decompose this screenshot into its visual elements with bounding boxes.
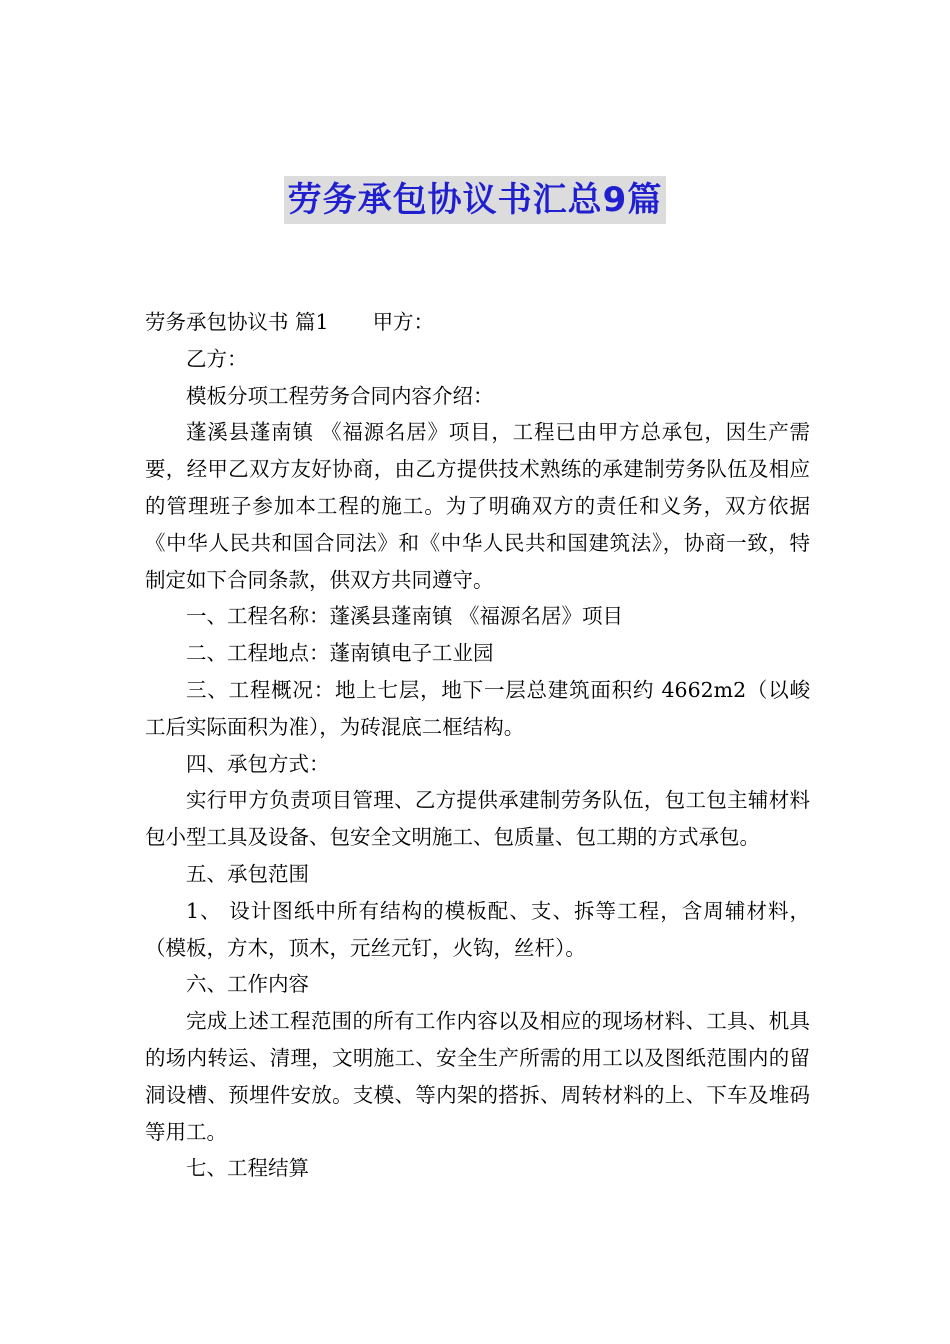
party-a-label: 甲方： <box>372 310 435 334</box>
clause-project-location: 二、工程地点：蓬南镇电子工业园 <box>186 641 494 666</box>
project-background-paragraph: 蓬溪县蓬南镇 《福源名居》项目，工程已由甲方总承包，因生产需要，经甲乙双方友好协商，由乙方提供技术熟练的承建制劳务队伍及相应的管理班子参加本工程的施工。为了明确双方的责任和义务，双方依据《中华人民共和国合同法》和《中华人民共和国建筑法》，协商一致，特制定如下合同条款，供双方共同遵守。 <box>145 420 810 592</box>
clause-work-content-heading: 六、工作内容 <box>186 972 309 997</box>
clause-contract-scope-heading: 五、承包范围 <box>186 861 309 886</box>
clause-contract-method-heading: 四、承包方式： <box>186 751 330 776</box>
title-block <box>0 176 950 224</box>
party-b-label: 乙方： <box>186 346 248 371</box>
clause-settlement-heading: 七、工程结算 <box>186 1156 309 1181</box>
clause-project-overview: 三、工程概况：地上七层，地下一层总建筑面积约 4662m2（以峻工后实际面积为准），为砖混底二框结构。 <box>145 677 810 739</box>
document-body <box>145 304 810 1187</box>
clause-contract-method-text: 实行甲方负责项目管理、乙方提供承建制劳务队伍，包工包主辅材料包小型工具及设备、包安全文明施工、包质量、包工期的方式承包。 <box>145 788 810 850</box>
clause-contract-scope-item: 1、 设计图纸中所有结构的模板配、支、拆等工程，含周辅材料，（模板，方木，顶木，元丝元钉，火钩，丝杆）。 <box>145 898 810 960</box>
contract-intro-heading: 模板分项工程劳务合同内容介绍： <box>186 383 494 408</box>
clause-project-name: 一、工程名称：蓬溪县蓬南镇 《福源名居》项目 <box>186 604 624 629</box>
first-line <box>145 304 810 341</box>
section-heading: 劳务承包协议书 篇1 <box>145 310 329 334</box>
clause-work-content-text: 完成上述工程范围的所有工作内容以及相应的现场材料、工具、机具的场内转运、清理，文明施工、安全生产所需的用工以及图纸范围内的留洞设槽、预埋件安放。支模、等内架的搭拆、周转材料的上、下车及堆码等用工。 <box>145 1009 810 1144</box>
document-title: 劳务承包协议书汇总9篇 <box>284 176 667 224</box>
